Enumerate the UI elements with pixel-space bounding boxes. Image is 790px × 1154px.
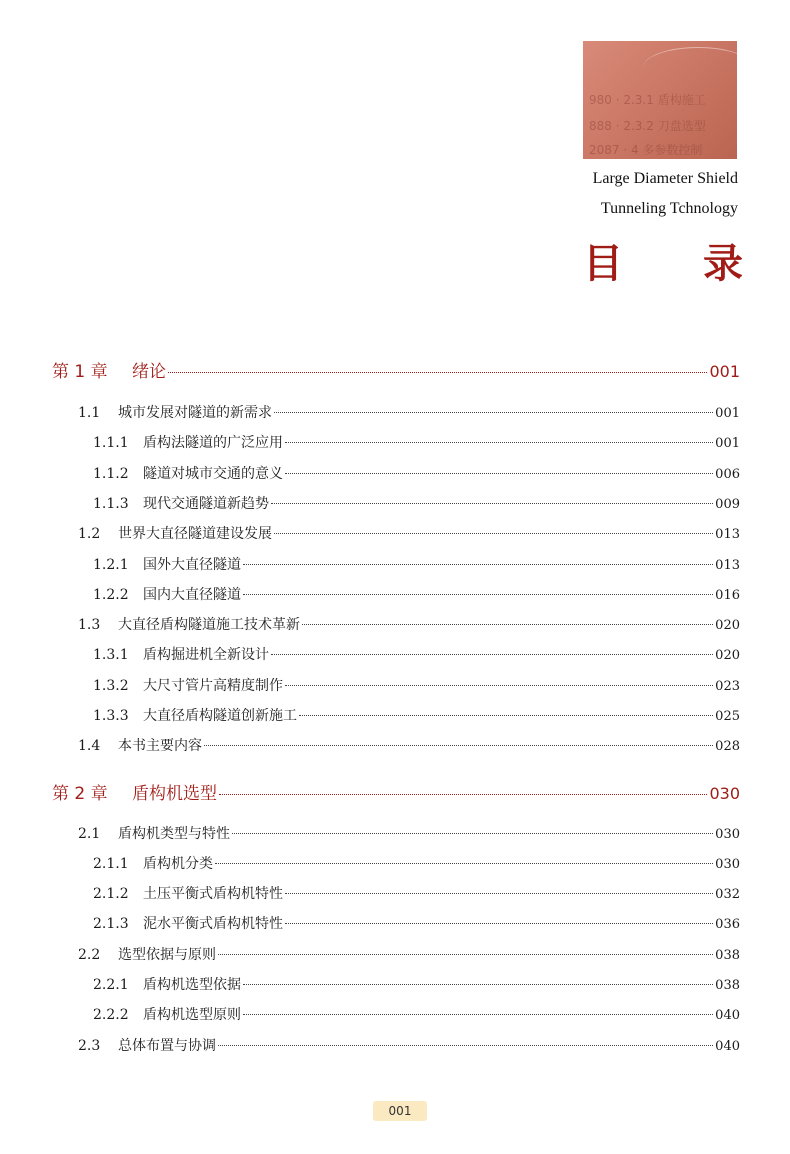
toc-dot-leader: [232, 833, 713, 834]
toc-page-number: 028: [715, 739, 740, 754]
toc-entry-number: 2.3: [78, 1038, 101, 1054]
contents-heading-char: 目: [583, 240, 623, 287]
toc-dot-leader: [243, 984, 713, 985]
toc-entry-number: 2.2.2: [93, 1007, 129, 1023]
toc-entry-title: 盾构机选型依据: [143, 977, 241, 993]
toc-entry-title: 城市发展对隧道的新需求: [118, 405, 272, 421]
toc-page-number: 040: [715, 1008, 740, 1023]
toc-subsection-row[interactable]: [93, 432, 740, 452]
toc-entry-title: 大直径盾构隧道创新施工: [143, 708, 297, 724]
toc-page-number: 016: [715, 588, 740, 603]
toc-entry-number: 1.1: [78, 405, 101, 421]
photo-text-line: 2087 · 4 多参数控制: [589, 143, 703, 157]
english-title-line-1: Large Diameter Shield: [592, 170, 738, 187]
toc-page-number: 040: [715, 1039, 740, 1054]
toc-dot-leader: [285, 442, 713, 443]
toc-subsection-row[interactable]: [93, 584, 740, 604]
toc-entry-title: 绪论: [132, 362, 166, 382]
toc-entry-number: 1.1.3: [93, 496, 129, 512]
toc-entry-number: 2.1: [78, 826, 101, 842]
page-number: 001: [373, 1101, 427, 1121]
toc-entry-title: 本书主要内容: [118, 738, 202, 754]
toc-subsection-row[interactable]: [93, 883, 740, 903]
toc-entry-title: 盾构机选型原则: [143, 1007, 241, 1023]
toc-page-number: 023: [715, 679, 740, 694]
toc-entry-title: 世界大直径隧道建设发展: [118, 526, 272, 542]
toc-entry-number: 2.1.3: [93, 916, 129, 932]
toc-entry-title: 盾构掘进机全新设计: [143, 647, 269, 663]
toc-entry-number: 第 1 章: [52, 362, 108, 382]
toc-entry-number: 2.1.1: [93, 856, 129, 872]
toc-subsection-row[interactable]: [93, 1004, 740, 1024]
toc-dot-leader: [274, 412, 713, 413]
toc-dot-leader: [243, 1014, 713, 1015]
toc-section-row[interactable]: [78, 523, 740, 543]
toc-entry-number: 1.4: [78, 738, 101, 754]
toc-entry-number: 2.1.2: [93, 886, 129, 902]
toc-entry-title: 盾构法隧道的广泛应用: [143, 435, 283, 451]
toc-entry-title: 大尺寸管片高精度制作: [143, 678, 283, 694]
toc-section-row[interactable]: [78, 823, 740, 843]
toc-entry-title: 泥水平衡式盾构机特性: [143, 916, 283, 932]
toc-subsection-row[interactable]: [93, 644, 740, 664]
toc-entry-title: 盾构机分类: [143, 856, 213, 872]
toc-page-number: 020: [715, 648, 740, 663]
toc-section-row[interactable]: [78, 944, 740, 964]
toc-page-number: 030: [715, 857, 740, 872]
toc-entry-title: 国外大直径隧道: [143, 557, 241, 573]
toc-subsection-row[interactable]: [93, 705, 740, 725]
toc-dot-leader: [218, 1045, 713, 1046]
photo-text-line: 980 · 2.3.1 盾构施工: [589, 93, 706, 107]
contents-heading-char: 录: [703, 240, 743, 287]
toc-entry-title: 隧道对城市交通的意义: [143, 466, 283, 482]
toc-page-number: 036: [715, 917, 740, 932]
toc-page-number: 001: [709, 362, 740, 381]
toc-entry-title: 总体布置与协调: [118, 1038, 216, 1054]
toc-entry-number: 2.2: [78, 947, 101, 963]
toc-entry-number: 1.3.3: [93, 708, 129, 724]
toc-entry-number: 1.2.2: [93, 587, 129, 603]
toc-section-row[interactable]: [78, 1035, 740, 1055]
toc-dot-leader: [285, 893, 713, 894]
toc-page-number: 001: [715, 436, 740, 451]
toc-entry-number: 第 2 章: [52, 784, 108, 804]
toc-page-number: 009: [715, 497, 740, 512]
toc-chapter-row[interactable]: [52, 357, 740, 382]
toc-dot-leader: [299, 715, 713, 716]
toc-section-row[interactable]: [78, 735, 740, 755]
toc-dot-leader: [274, 533, 713, 534]
toc-entry-number: 1.3.1: [93, 647, 129, 663]
toc-dot-leader: [219, 794, 707, 795]
toc-dot-leader: [285, 685, 713, 686]
toc-entry-title: 国内大直径隧道: [143, 587, 241, 603]
toc-subsection-row[interactable]: [93, 974, 740, 994]
photo-text-line: 888 · 2.3.2 刀盘选型: [589, 119, 706, 133]
toc-dot-leader: [243, 564, 713, 565]
toc-dot-leader: [285, 473, 713, 474]
toc-page-number: 020: [715, 618, 740, 633]
toc-entry-number: 1.3.2: [93, 678, 129, 694]
toc-page-number: 038: [715, 978, 740, 993]
toc-page-number: 032: [715, 887, 740, 902]
english-title-line-2: Tunneling Tchnology: [600, 200, 738, 217]
toc-dot-leader: [271, 654, 713, 655]
toc-dot-leader: [168, 372, 707, 373]
toc-page-number: 001: [715, 406, 740, 421]
toc-chapter-row[interactable]: [52, 779, 740, 804]
toc-page-number: 030: [715, 827, 740, 842]
toc-dot-leader: [271, 503, 713, 504]
toc-entry-number: 2.2.1: [93, 977, 129, 993]
toc-page-number: 030: [709, 784, 740, 803]
toc-subsection-row[interactable]: [93, 493, 740, 513]
toc-subsection-row[interactable]: [93, 463, 740, 483]
toc-entry-title: 选型依据与原则: [118, 947, 216, 963]
toc-page-number: 038: [715, 948, 740, 963]
toc-subsection-row[interactable]: [93, 853, 740, 873]
toc-page-number: 006: [715, 467, 740, 482]
toc-subsection-row[interactable]: [93, 675, 740, 695]
toc-page-number: 025: [715, 709, 740, 724]
toc-dot-leader: [218, 954, 713, 955]
toc-entry-number: 1.3: [78, 617, 101, 633]
toc-entry-title: 现代交通隧道新趋势: [143, 496, 269, 512]
toc-entry-title: 土压平衡式盾构机特性: [143, 886, 283, 902]
toc-subsection-row[interactable]: [93, 913, 740, 933]
toc-section-row[interactable]: [78, 402, 740, 422]
toc-page-number: 013: [715, 558, 740, 573]
toc-entry-title: 大直径盾构隧道施工技术革新: [118, 617, 300, 633]
toc-dot-leader: [285, 923, 713, 924]
toc-subsection-row[interactable]: [93, 554, 740, 574]
toc-page-number: 013: [715, 527, 740, 542]
toc-section-row[interactable]: [78, 614, 740, 634]
toc-dot-leader: [215, 863, 713, 864]
toc-dot-leader: [302, 624, 713, 625]
toc-entry-title: 盾构机选型: [132, 784, 217, 804]
toc-entry-number: 1.1.2: [93, 466, 129, 482]
toc-entry-number: 1.1.1: [93, 435, 129, 451]
toc-entry-title: 盾构机类型与特性: [118, 826, 230, 842]
toc-entry-number: 1.2.1: [93, 557, 129, 573]
toc-dot-leader: [204, 745, 713, 746]
toc-entry-number: 1.2: [78, 526, 101, 542]
toc-dot-leader: [243, 594, 713, 595]
